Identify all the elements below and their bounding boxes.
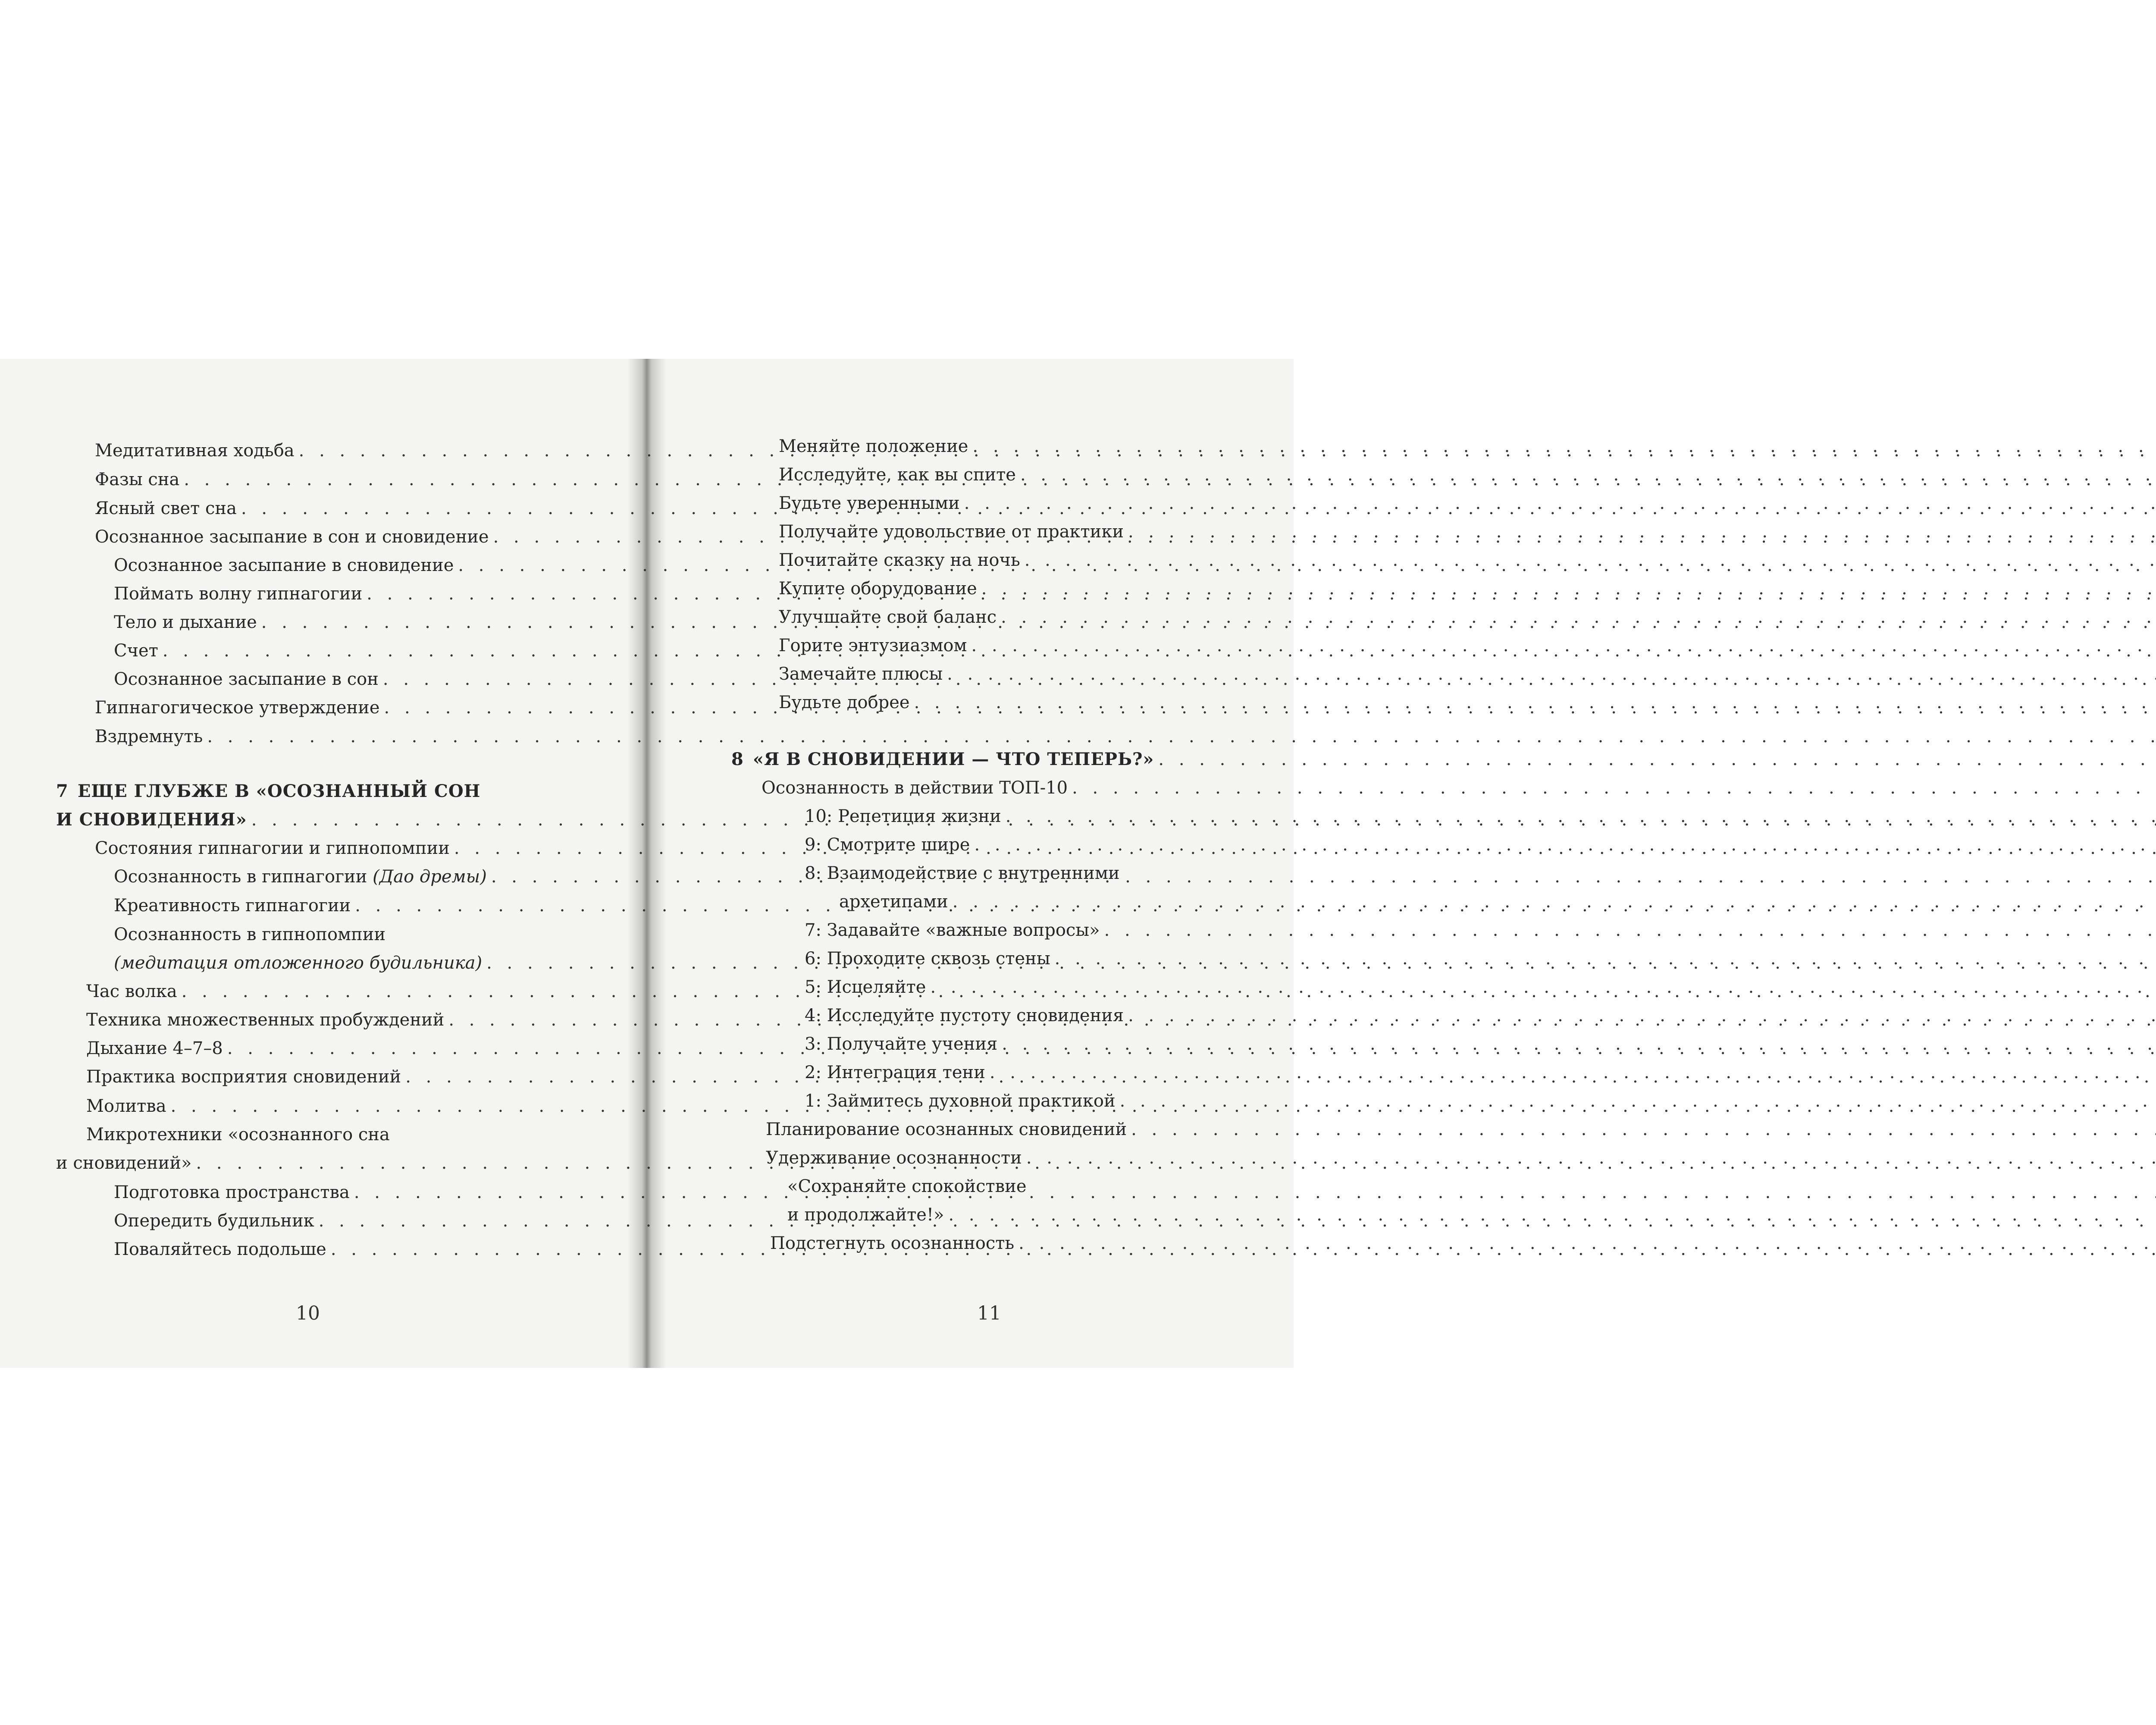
chapter-number: 8 <box>731 749 743 769</box>
toc-entry <box>787 1172 1238 1201</box>
toc-entry <box>779 461 1238 489</box>
toc-entry-title-text: И СНОВИДЕНИЯ» <box>56 809 247 830</box>
toc-entry <box>805 802 1238 831</box>
toc-entry-title-text: Микротехники «осознанного сна <box>86 1125 390 1145</box>
toc-entry-title-text: 9: Смотрите шире <box>805 835 970 855</box>
toc-dot-leader <box>953 888 2156 916</box>
toc-dot-leader <box>914 688 2156 717</box>
toc-entry <box>805 916 1238 944</box>
toc-dot-leader <box>1131 1115 2156 1144</box>
toc-entry-title <box>787 1172 1027 1201</box>
toc-entry-title-text: Осознанность в действии ТОП-10 <box>761 778 1068 798</box>
toc-entry-title-text: Подготовка пространства <box>114 1182 350 1202</box>
toc-entry <box>766 1144 1238 1172</box>
toc-entry-title <box>805 1001 1124 1030</box>
toc-entry <box>805 1087 1238 1115</box>
toc-entry-title <box>805 802 1001 831</box>
toc-entry-title <box>766 1115 1127 1144</box>
toc-entry <box>805 1001 1238 1030</box>
toc-entry-title-text: Горите энтузиазмом <box>779 636 967 656</box>
toc-entry-title <box>805 973 926 1001</box>
toc-entry-title-text: 8: Взаимодействие с внутренними <box>805 863 1120 883</box>
toc-entry <box>779 489 1238 518</box>
toc-entry <box>779 660 1238 688</box>
toc-entry-title-text: Меняйте положение <box>779 436 968 456</box>
toc-entry <box>805 973 1238 1001</box>
toc-dot-leader <box>1104 916 2156 944</box>
toc-entry-title <box>779 432 968 461</box>
toc-entry-title-text: Вздремнуть <box>95 727 203 746</box>
toc-entry <box>805 831 1238 859</box>
toc-entry-title-text: «Я В СНОВИДЕНИИ — ЧТО ТЕПЕРЬ?» <box>753 749 1154 769</box>
toc-entry-title <box>753 745 1154 774</box>
toc-entry <box>805 944 1238 973</box>
toc-dot-leader <box>1025 546 2156 574</box>
toc-entry-title-text: 4: Исследуйте пустоту сновидения <box>805 1006 1124 1026</box>
toc-entry-title <box>839 888 948 916</box>
toc-entry-title-text: Улучшайте свой баланс <box>779 607 997 627</box>
toc-entry-title <box>805 1087 1116 1115</box>
toc-entry-title <box>779 603 997 631</box>
toc-entry-title <box>805 859 1120 888</box>
toc-entry-title-text: Практика восприятия сновидений <box>86 1067 401 1087</box>
toc-entry-title-text: 5: Исцеляйте <box>805 977 926 997</box>
toc-entry-title <box>805 1030 997 1058</box>
toc-entry-title-text: 3: Получайте учения <box>805 1034 998 1054</box>
toc-entry <box>805 1058 1238 1087</box>
toc-entry <box>805 859 1238 888</box>
toc-entry-title-text: 10: Репетиция жизни <box>805 806 1001 826</box>
toc-entry <box>805 1030 1238 1058</box>
toc-entry-title-text: 1: Займитесь духовной практикой <box>805 1091 1116 1111</box>
toc-entry-title-text: и продолжайте!» <box>787 1205 944 1225</box>
toc-entry-title-text: Осознанное засыпание в сновидение <box>114 555 454 575</box>
toc-dot-leader <box>981 574 2156 603</box>
toc-dot-leader <box>974 831 2156 859</box>
toc-entry-title <box>805 916 1100 944</box>
toc-entry-title-text: Дыхание 4–7–8 <box>86 1038 223 1058</box>
toc-entry-title-text: Опередить будильник <box>114 1211 314 1231</box>
toc-entry-title-text: Тело и дыхание <box>114 612 257 632</box>
toc-entry-title-text: Осознанность в гипнагогии <box>114 867 367 887</box>
toc-entry-title-text: и сновидений» <box>56 1153 192 1173</box>
toc-entry-title-text: Молитва <box>86 1096 166 1116</box>
toc-entry-title <box>779 660 943 688</box>
toc-entry-title-text: Гипнагогическое утверждение <box>95 698 380 718</box>
toc-entry-title-text: 2: Интеграция тени <box>805 1063 985 1082</box>
toc-dot-leader <box>990 1058 2156 1087</box>
toc-entry <box>731 745 1238 774</box>
toc-entry-title-text: 7: Задавайте «важные вопросы» <box>805 920 1100 940</box>
toc-entry-title <box>779 688 910 717</box>
toc-entry-title-text: Поваляйтесь подольше <box>114 1239 326 1259</box>
toc-entry-title <box>766 1144 1022 1172</box>
toc-entry-title <box>779 461 1016 489</box>
toc-entry-title-text: Будьте уверенными <box>779 493 960 513</box>
toc-dot-leader <box>964 489 2156 518</box>
toc-entry-title <box>761 774 1068 802</box>
toc-entry <box>761 774 1238 802</box>
toc-entry-title-text: 6: Проходите сквозь стены <box>805 949 1050 969</box>
toc-dot-leader <box>1018 1229 2156 1258</box>
toc-entry-title-text: Подстегнуть осознанность <box>770 1233 1015 1253</box>
toc-dot-leader <box>1072 774 2156 802</box>
toc-entry <box>779 631 1238 660</box>
toc-entry-title <box>779 631 967 660</box>
toc-entry-title <box>779 546 1020 574</box>
toc-entry-title <box>779 489 960 518</box>
toc-entry-title-text: Планирование осознанных сновидений <box>766 1120 1127 1139</box>
toc-entry-title-text: ЕЩЕ ГЛУБЖЕ В «ОСОЗНАННЫЙ СОН <box>78 781 481 801</box>
toc-entry-title-text: Осознанное засыпание в сон и сновидение <box>95 527 489 547</box>
toc-entry-title <box>805 1058 985 1087</box>
toc-entry <box>779 546 1238 574</box>
toc-dot-leader <box>930 973 2156 1001</box>
toc-entry <box>779 432 1238 461</box>
toc-entry-title-text: Замечайте плюсы <box>779 664 943 684</box>
toc-entry-title <box>805 944 1050 973</box>
toc-dot-leader <box>947 660 2156 688</box>
toc-entry-title-text: Техника множественных пробуждений <box>86 1010 445 1030</box>
toc-entry-italic-note: (медитация отложенного будильника) <box>114 953 483 973</box>
toc-entry-title-text: Счет <box>114 641 158 661</box>
toc-entry-title-text: Фазы сна <box>95 470 180 489</box>
toc-dot-leader <box>1055 944 2156 973</box>
toc-entry-title <box>805 831 970 859</box>
toc-entry-title-text: Ясный свет сна <box>95 499 237 518</box>
toc-entry-title <box>779 518 1124 546</box>
toc-dot-leader <box>1020 461 2156 489</box>
toc-entry-title <box>779 574 977 603</box>
toc-entry-title <box>770 1229 1014 1258</box>
toc-entry <box>839 888 1238 916</box>
toc-entry <box>779 574 1238 603</box>
toc-entry <box>779 603 1238 631</box>
toc-entry-title-text: Удерживание осознанности <box>766 1148 1022 1168</box>
toc-entry-title-text: «Сохраняйте спокойствие <box>787 1176 1027 1196</box>
toc-entry <box>787 1201 1238 1229</box>
toc-entry <box>779 688 1238 717</box>
toc-dot-leader <box>971 631 2156 660</box>
toc-entry-title-text: архетипами <box>839 892 948 912</box>
toc-entry-title <box>787 1201 944 1229</box>
toc-entry-title-text: Купите оборудование <box>779 579 977 599</box>
toc-dot-leader <box>1158 745 2156 774</box>
toc-dot-leader <box>949 1201 2156 1229</box>
chapter-number: 7 <box>56 781 68 801</box>
toc-dot-leader <box>1128 1001 2156 1030</box>
right-page-number: 11 <box>977 1302 1001 1324</box>
toc-dot-leader <box>1001 603 2156 631</box>
toc-entry-title-text: Почитайте сказку на ночь <box>779 550 1020 570</box>
toc-entry-title-text: Креативность гипнагогии <box>114 896 351 916</box>
toc-entry-title-text: Час волка <box>86 982 177 1001</box>
toc-entry <box>766 1115 1238 1144</box>
toc-entry <box>779 518 1238 546</box>
toc-entry-title-text: Получайте удовольствие от практики <box>779 522 1124 542</box>
toc-entry-title-text: Поймать волну гипнагогии <box>114 584 363 604</box>
toc-entry-title-text: Осознанность в гипнопомпии <box>114 925 386 944</box>
toc-entry-title-text: Исследуйте, как вы спите <box>779 465 1016 485</box>
toc-dot-leader <box>1026 1144 2156 1172</box>
left-page-number: 10 <box>296 1302 320 1324</box>
toc-entry-title-text: Будьте добрее <box>779 693 910 712</box>
toc-dot-leader <box>1006 802 2156 831</box>
toc-entry-title-text: Состояния гипнагогии и гипнопомпии <box>95 838 450 858</box>
toc-entry-italic-note: (Дао дремы) <box>367 867 487 887</box>
toc-dot-leader <box>1120 1087 2156 1115</box>
toc-entry-title-text: Медитативная ходьба <box>95 441 295 461</box>
toc-entry <box>770 1229 1238 1258</box>
toc-dot-leader <box>972 432 2156 461</box>
toc-entry-title-text: Осознанное засыпание в сон <box>114 669 379 689</box>
toc-dot-leader <box>1128 518 2156 546</box>
toc-dot-leader <box>1002 1030 2156 1058</box>
